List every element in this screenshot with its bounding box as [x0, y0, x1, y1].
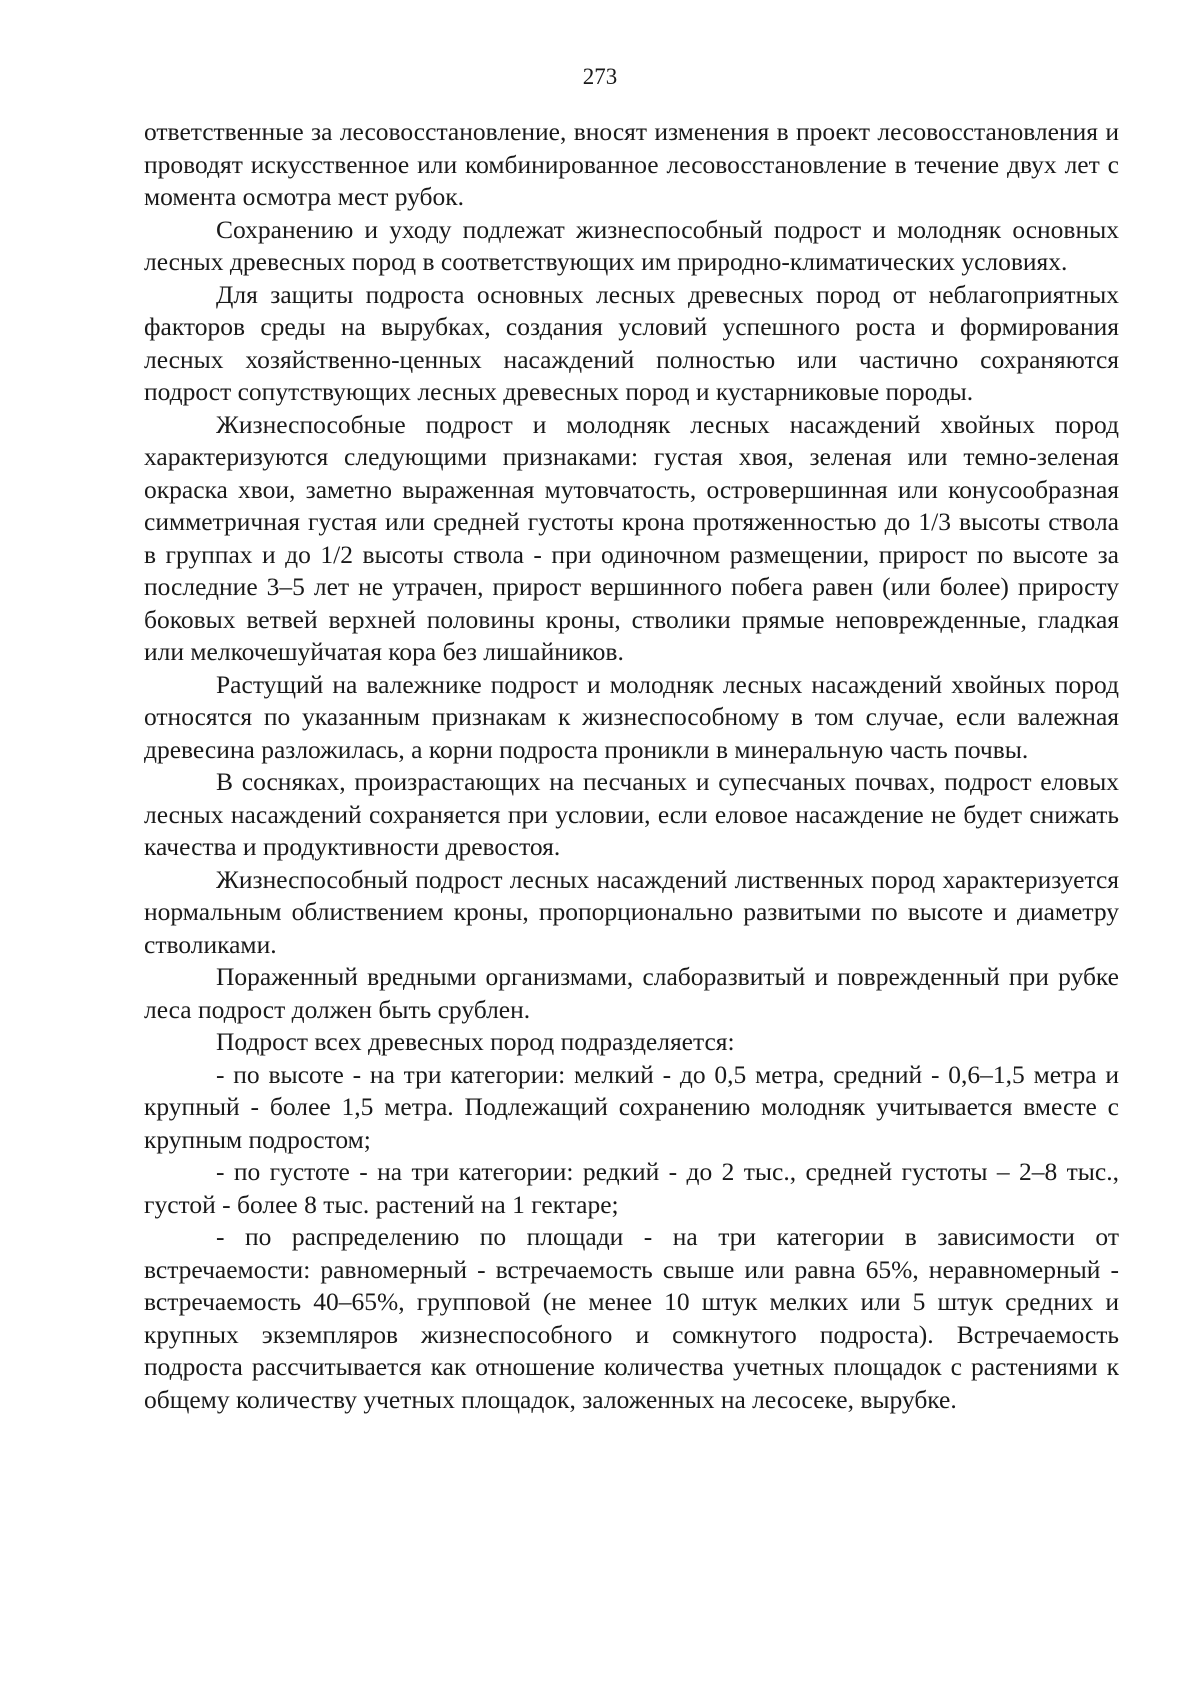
list-item-height: - по высоте - на три категории: мелкий - до 0,5 метра, средний - 0,6–1,5 метра и крупный - более 1,5 метра. Подлежащий сохранению молодняк учитывается вместе с крупным подростом; — [144, 1059, 1119, 1154]
paragraph: Для защиты подроста основных лесных древесных пород от неблагоприятных факторов среды на вырубках, создания условий успешного роста и формирования лесных хозяйственно-ценных насаждений полностью или частично сохраняются подрост сопутствующих лесных древесных пород и кустарниковые породы. — [144, 279, 1119, 406]
list-intro: Подрост всех древесных пород подразделяется: — [216, 1027, 735, 1056]
paragraph: Жизнеспособный подрост лесных насаждений лиственных пород характеризуется нормальным облиствением кроны, пропорционально развитыми по высоте и диаметру стволиками. — [144, 864, 1119, 959]
paragraph-continuation: ответственные за лесовосстановление, вносят изменения в проект лесовосстановления и проводят искусственное или комбинированное лесовосстановление в течение двух лет с момента осмотра мест рубок. — [144, 117, 1119, 211]
paragraph: Пораженный вредными организмами, слаборазвитый и поврежденный при рубке леса подрост должен быть срублен. — [144, 962, 1119, 1024]
paragraph: Сохранению и уходу подлежат жизнеспособный подрост и молодняк основных лесных древесных пород в соответствующих им природно-климатических условиях. — [144, 214, 1119, 276]
paragraph: В сосняках, произрастающих на песчаных и супесчаных почвах, подрост еловых лесных насаждений сохраняется при условии, если еловое насаждение не будет снижать качества и продуктивности древостоя. — [144, 767, 1119, 861]
document-body — [144, 116, 1119, 1416]
paragraph: Растущий на валежнике подрост и молодняк лесных насаждений хвойных пород относятся по указанным признакам к жизнеспособному в том случае, если валежная древесина разложилась, а корни подроста проникли в минеральную часть почвы. — [144, 669, 1119, 764]
page-number: 273 — [582, 64, 618, 89]
list-item-density: - по густоте - на три категории: редкий - до 2 тыс., средней густоты – 2–8 тыс., густой - более 8 тыс. растений на 1 гектаре; — [144, 1157, 1119, 1219]
list-item-distribution: - по распределению по площади - на три категории в зависимости от встречаемости: равномерный - встречаемость свыше или равна 65%, неравномерный - встречаемость 40–65%, групповой (не менее 10 штук мелких или 5 штук средних и крупных экземпляров жизнеспособного и сомкнутого подроста). Встречаемость подроста рассчитывается как отношение количества учетных площадок с растениями к общему количеству учетных площадок, заложенных на лесосеке, вырубке. — [144, 1222, 1119, 1414]
paragraph: Жизнеспособные подрост и молодняк лесных насаждений хвойных пород характеризуются следующими признаками: густая хвоя, зеленая или темно-зеленая окраска хвои, заметно выраженная мутовчатость, островершинная или конусообразная симметричная густая или средней густоты крона протяженностью до 1/3 высоты ствола в группах и до 1/2 высоты ствола - при одиночном размещении, прирост по высоте за последние 3–5 лет не утрачен, прирост вершинного побега равен (или более) приросту боковых ветвей верхней половины кроны, стволики прямые неповрежденные, гладкая или мелкочешуйчатая кора без лишайников. — [144, 409, 1119, 666]
